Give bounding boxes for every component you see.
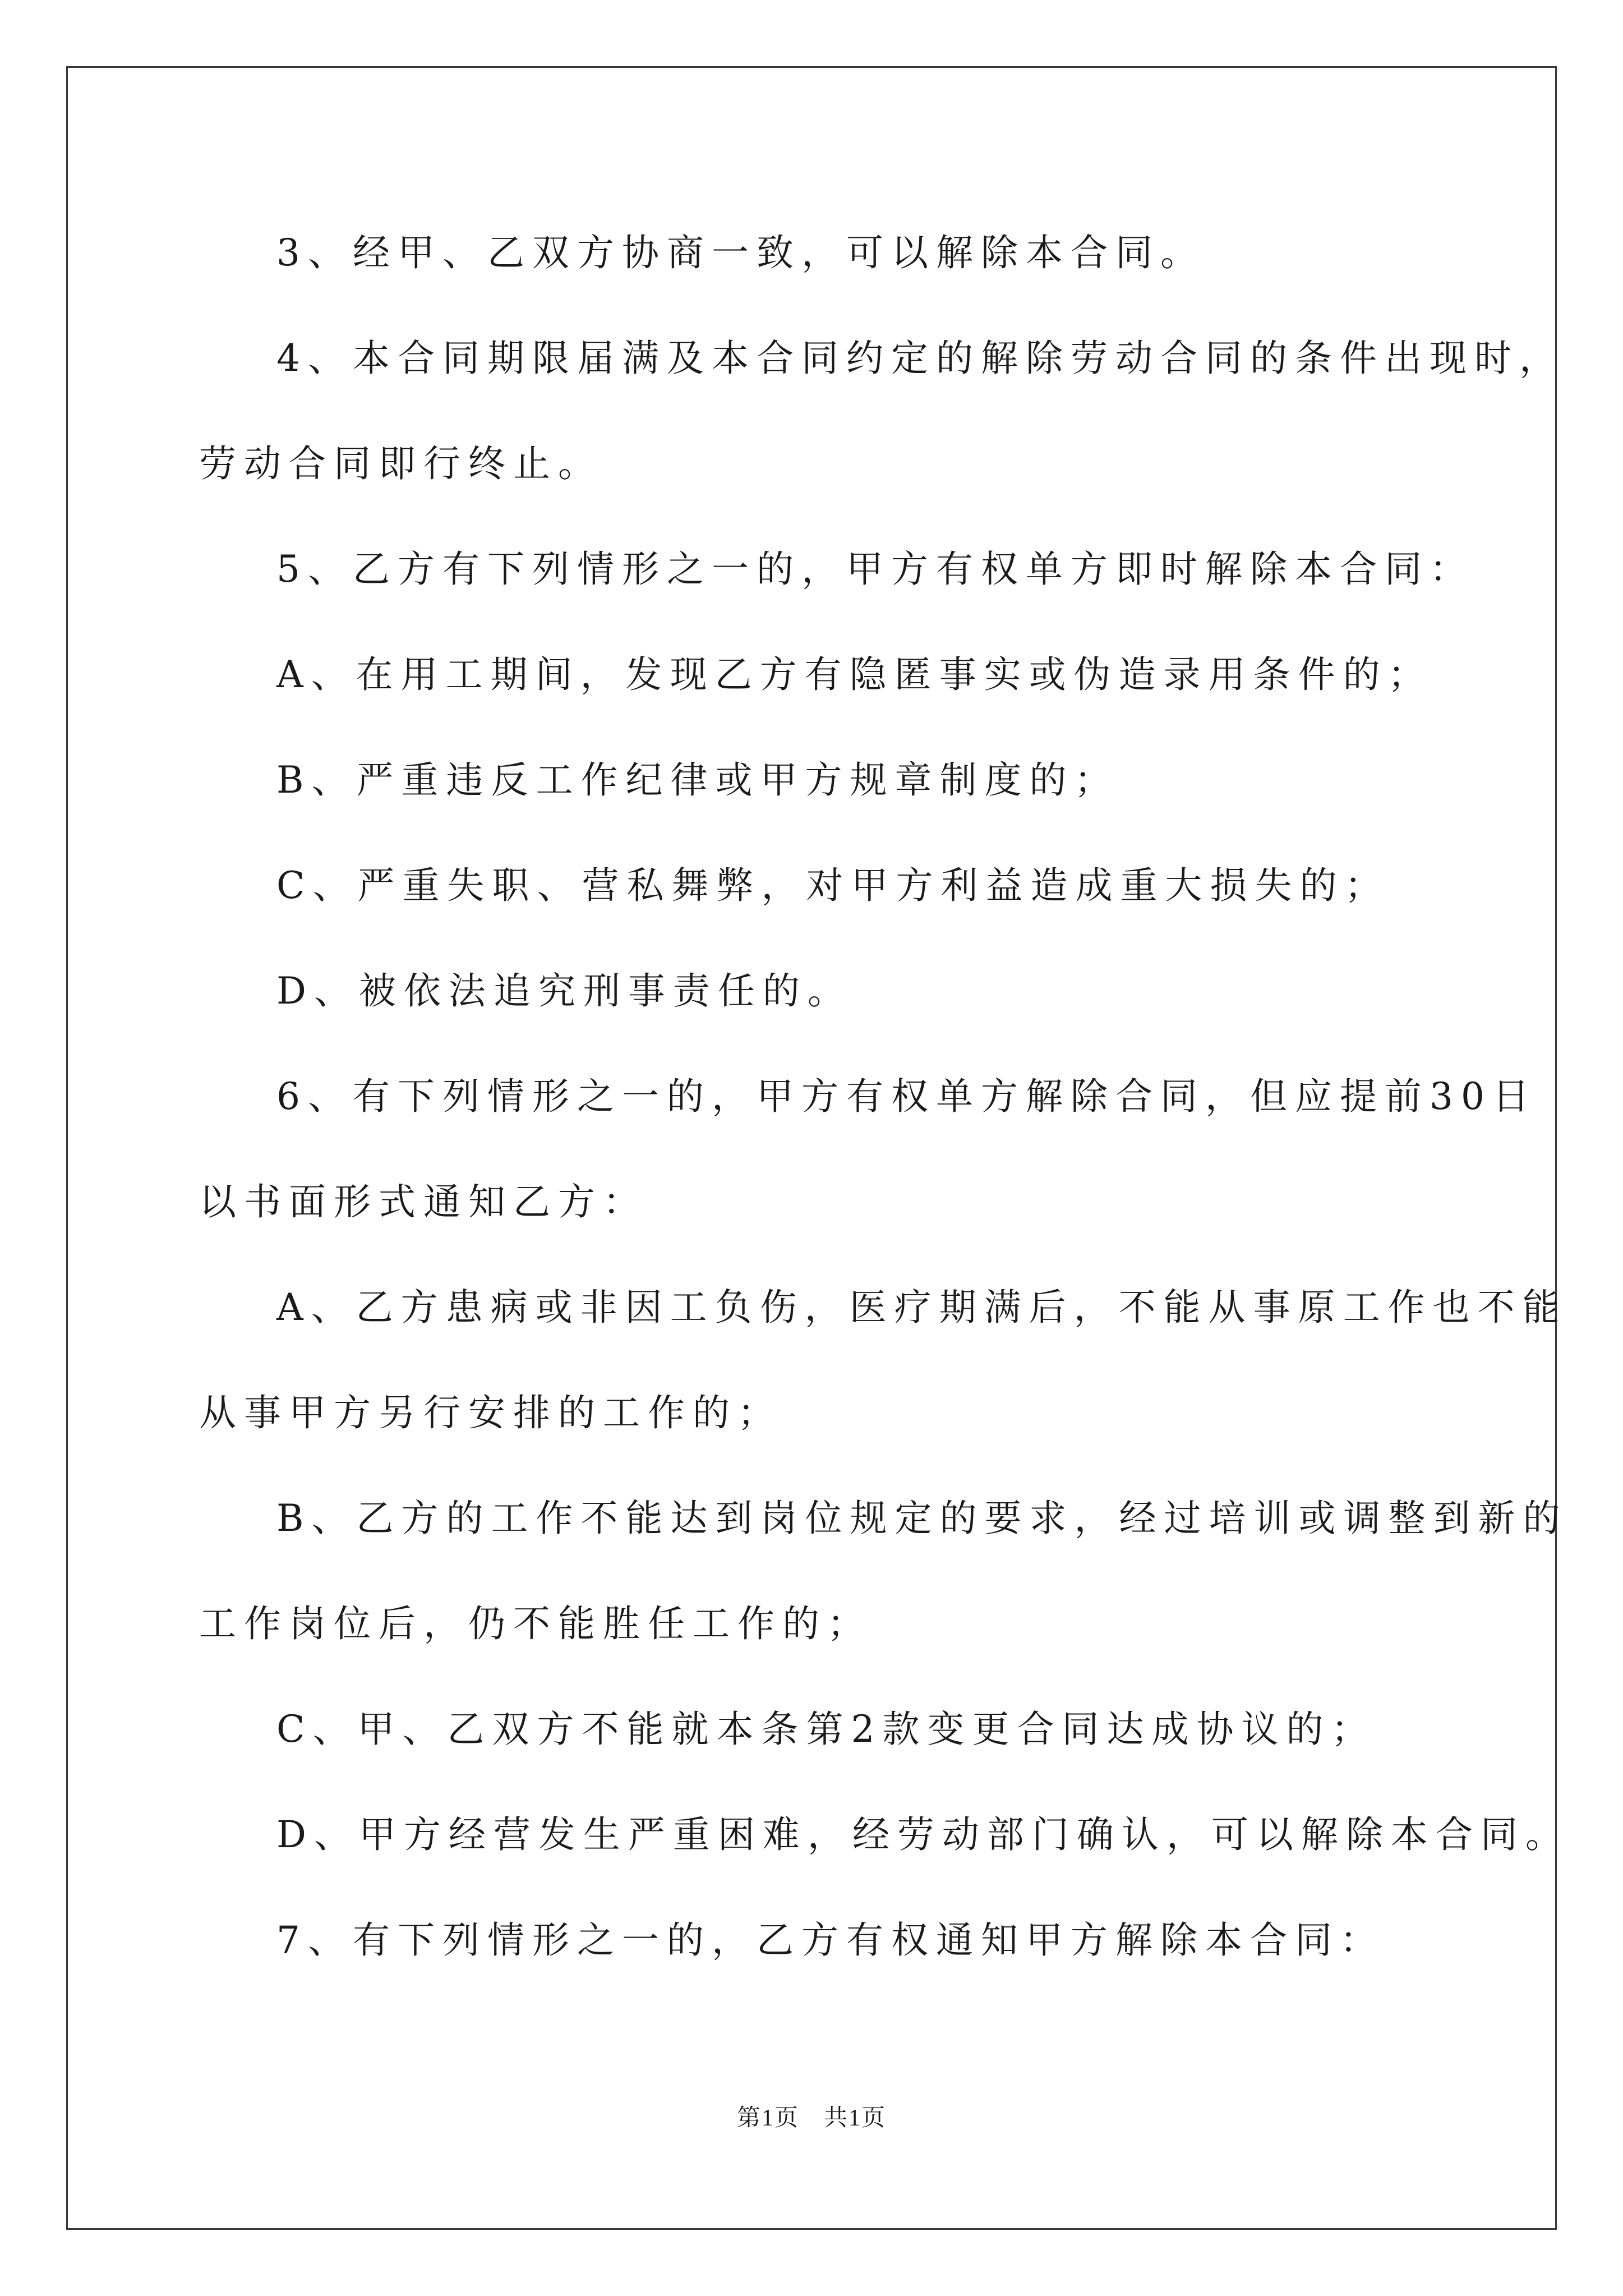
paragraph-4-continued: 劳动合同即行终止。 bbox=[199, 442, 603, 485]
paragraph-5-item-c: C、严重失职、营私舞弊，对甲方利益造成重大损失的； bbox=[276, 864, 1390, 907]
paragraph-4: 4、本合同期限届满及本合同约定的解除劳动合同的条件出现时， bbox=[276, 337, 1564, 380]
paragraph-6: 6、有下列情形之一的，甲方有权单方解除合同，但应提前30日 bbox=[276, 1075, 1537, 1118]
paragraph-7: 7、有下列情形之一的，乙方有权通知甲方解除本合同： bbox=[276, 1918, 1385, 1962]
paragraph-6-item-a: A、乙方患病或非因工负伤，医疗期满后，不能从事原工作也不能 bbox=[276, 1286, 1567, 1329]
page-footer: 第1页 共1页 bbox=[736, 2105, 886, 2131]
paragraph-5-item-b: B、严重违反工作纪律或甲方规章制度的； bbox=[276, 758, 1119, 802]
paragraph-6-item-c: C、甲、乙双方不能就本条第2款变更合同达成协议的； bbox=[276, 1708, 1376, 1751]
paragraph-5-item-a: A、在用工期间，发现乙方有隐匿事实或伪造录用条件的； bbox=[276, 653, 1433, 696]
paragraph-5: 5、乙方有下列情形之一的，甲方有权单方即时解除本合同： bbox=[276, 547, 1474, 591]
paragraph-6-item-b: B、乙方的工作不能达到岗位规定的要求，经过培训或调整到新的 bbox=[276, 1497, 1568, 1540]
paragraph-6-continued: 以书面形式通知乙方： bbox=[199, 1180, 648, 1223]
paragraph-5-item-d: D、被依法追究刑事责任的。 bbox=[276, 969, 852, 1013]
paragraph-6-item-a-continued: 从事甲方另行安排的工作的； bbox=[199, 1391, 782, 1434]
page-border bbox=[66, 66, 1570, 2230]
paragraph-6-item-d: D、甲方经营发生严重困难，经劳动部门确认，可以解除本合同。 bbox=[276, 1813, 1570, 1856]
paragraph-3: 3、经甲、乙双方协商一致，可以解除本合同。 bbox=[276, 231, 1205, 274]
paragraph-6-item-b-continued: 工作岗位后，仍不能胜任工作的； bbox=[199, 1602, 872, 1645]
